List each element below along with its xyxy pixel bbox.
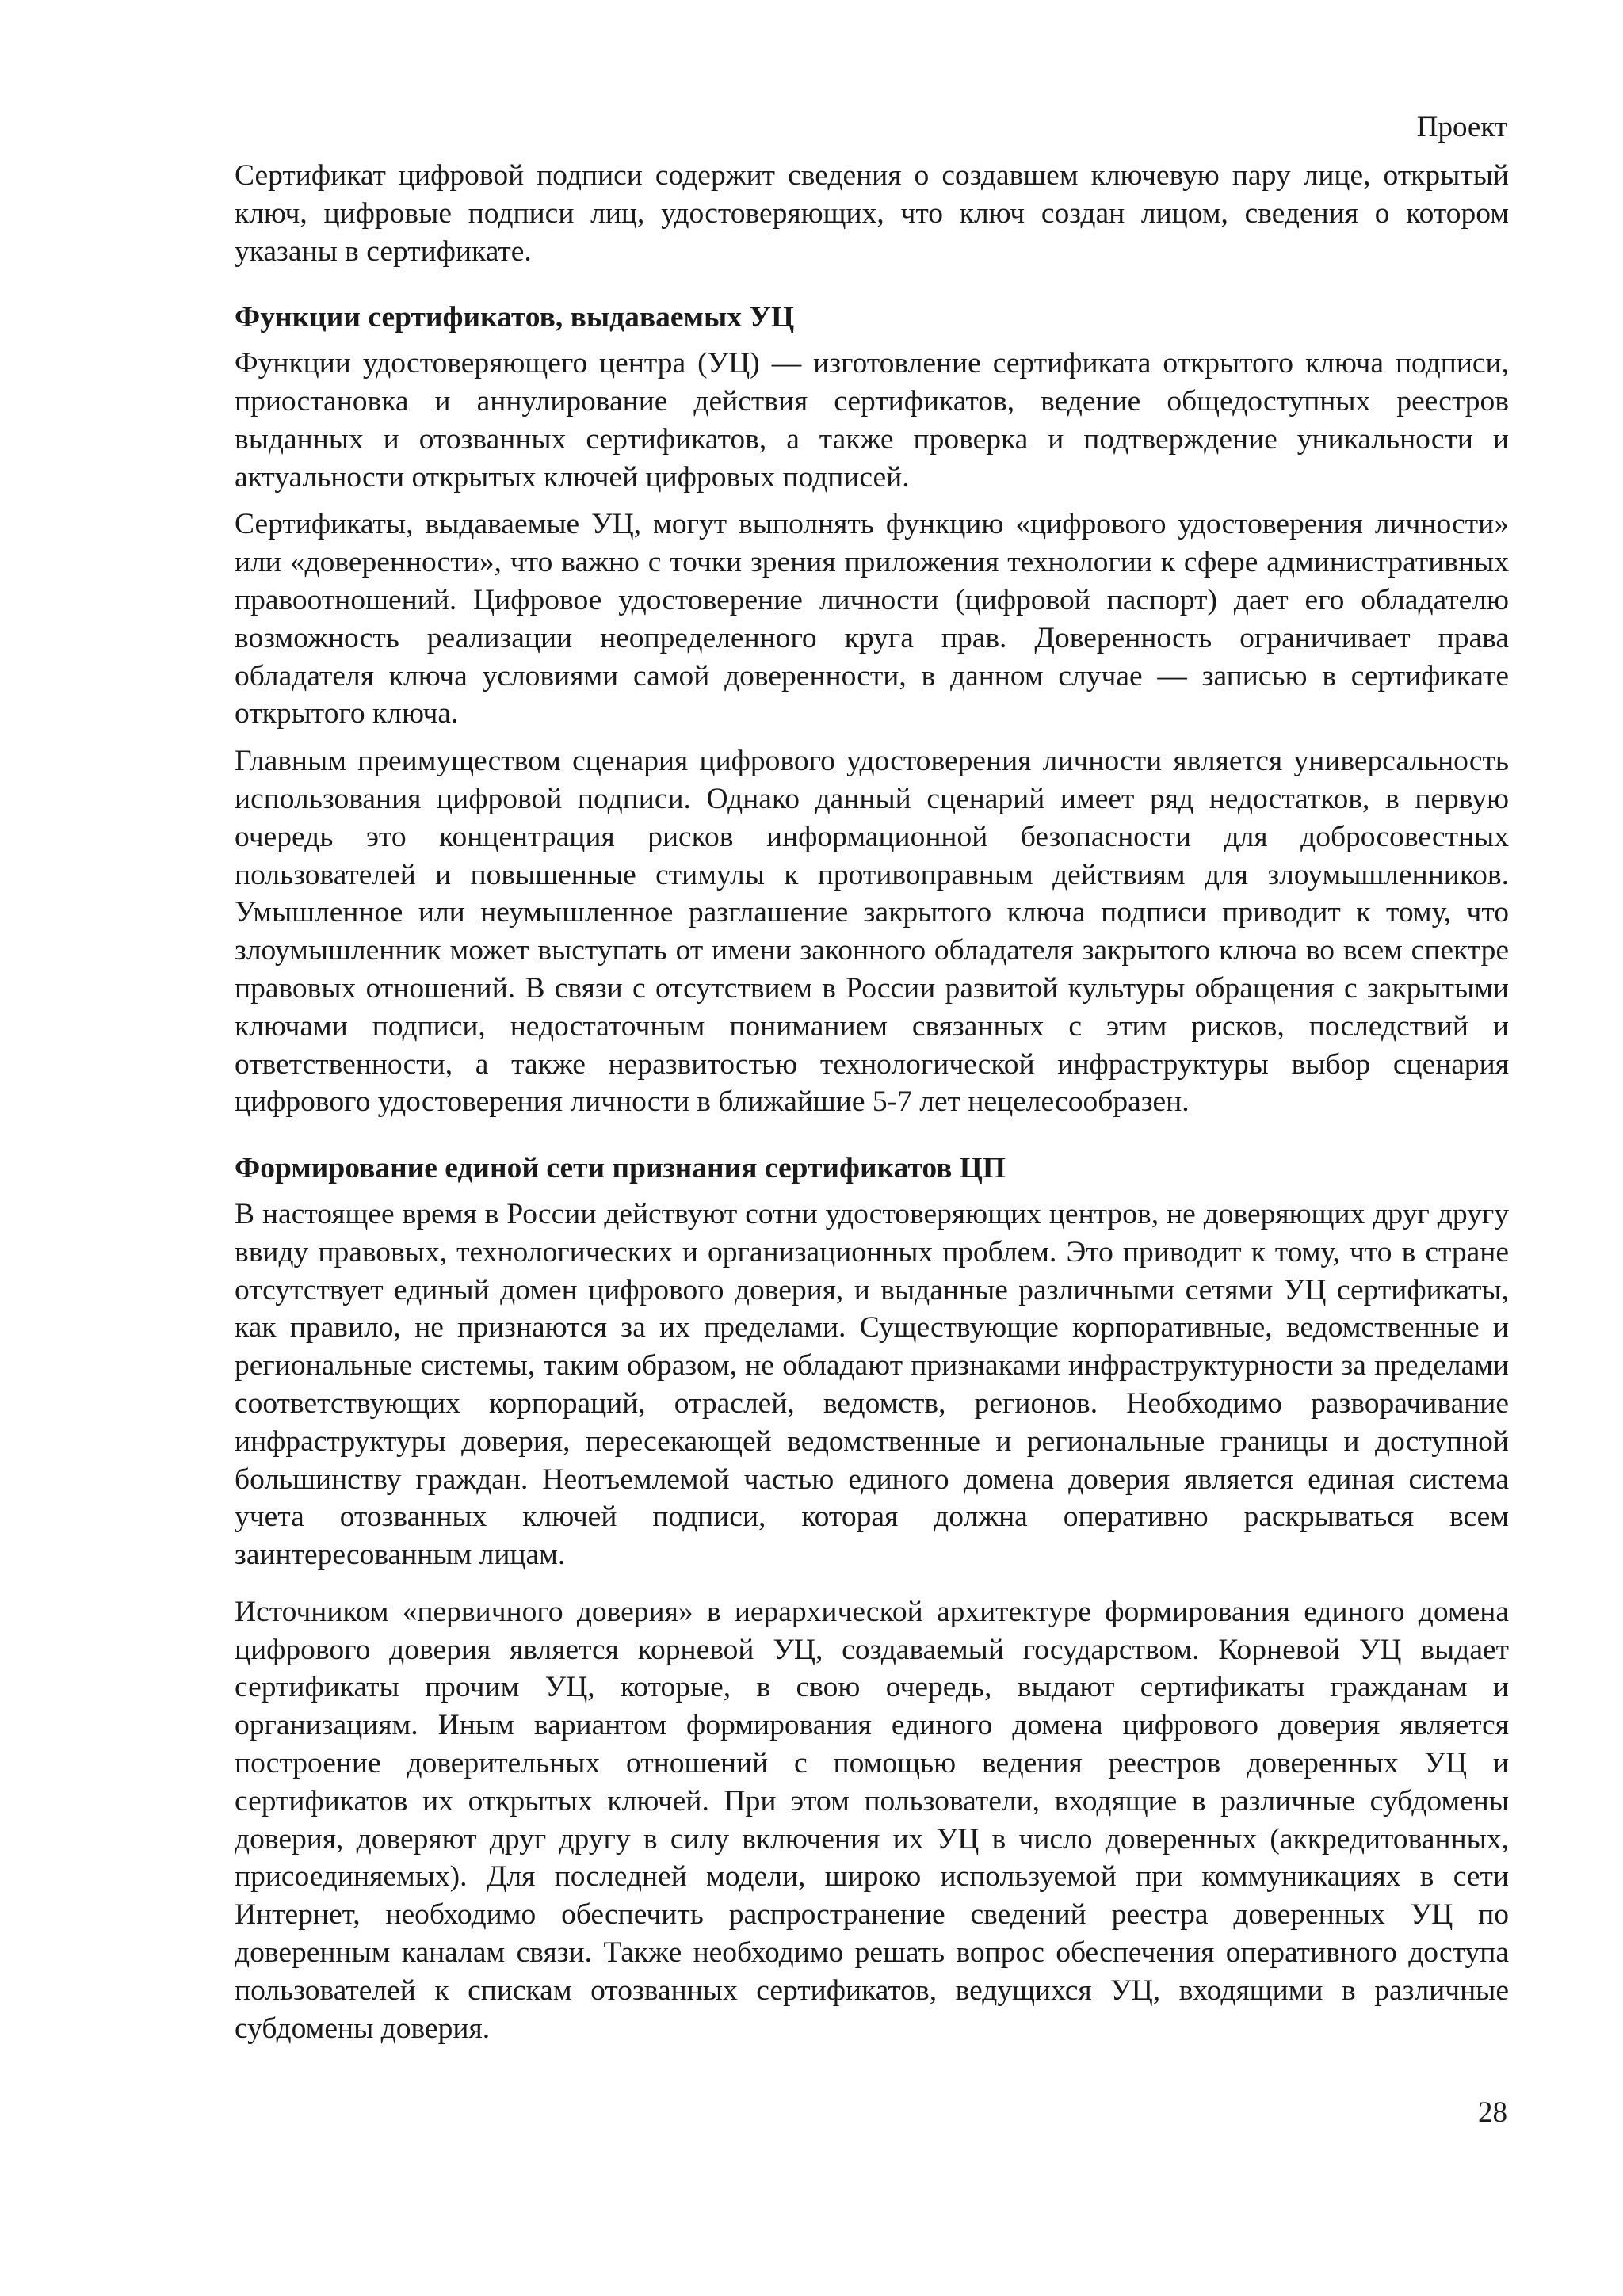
paragraph-ca-functions: Функции удостоверяющего центра (УЦ) — изготовление сертификата открытого ключа подписи, приостановка и аннулирование действия сертификатов, ведение общедоступных реестров выданных и отозванных сертификатов, а также проверка и подтверждение уникальности и актуальности открытых ключей цифровых подписей. — [235, 347, 1509, 494]
section-heading-certificate-functions: Функции сертификатов, выдаваемых УЦ — [235, 301, 795, 334]
paragraph-primary-trust: Источником «первичного доверия» в иерархической архитектуре формирования единого домена цифрового доверия является корневой УЦ, создаваемый государством. Корневой УЦ выдает сертификаты прочим УЦ, которые, в свою очередь, выдают сертификаты гражданам и организациям. Иным вариантом формирования единого домена цифрового доверия является построение доверительных отношений с помощью ведения реестров доверенных УЦ и сертификатов их открытых ключей. При этом пользователи, входящие в различные субдомены доверия, доверяют друг другу в силу включения их УЦ в число доверенных (аккредитованных, присоединяемых). Для последней модели, широко используемой при коммуникациях в сети Интернет, необходимо обеспечить распространение сведений реестра доверенных УЦ по доверенным каналам связи. Также необходимо решать вопрос обеспечения оперативного доступа пользователей к спискам отозванных сертификатов, ведущихся УЦ, входящими в различные субдомены доверия. — [235, 1595, 1509, 2045]
header-label: Проект — [1416, 111, 1507, 143]
paragraph-identity-scenario: Главным преимуществом сценария цифрового удостоверения личности является универсальность использования цифровой подписи. Однако данный сценарий имеет ряд недостатков, в первую очередь это концентрация рисков информационной безопасности для добросовестных пользователей и повышенные стимулы к противоправным действиям для злоумышленников. Умышленное или неумышленное разглашение закрытого ключа подписи приводит к тому, что злоумышленник может выступать от имени законного обладателя закрытого ключа во всем спектре правовых отношений. В связи с отсутствием в России развитой культуры обращения с закрытыми ключами подписи, недостаточным пониманием связанных с этим рисков, последствий и ответственности, а также неразвитостью технологической инфраструктуры выбор сценария цифрового удостоверения личности в ближайшие 5-7 лет нецелесообразен. — [235, 745, 1509, 1119]
page-number: 28 — [1478, 2096, 1507, 2129]
section-heading-trust-network: Формирование единой сети признания сертификатов ЦП — [235, 1152, 1006, 1185]
paragraph-current-state: В настоящее время в России действуют сотни удостоверяющих центров, не доверяющих друг другу ввиду правовых, технологических и организационных проблем. Это приводит к тому, что в стране отсутствует единый домен цифрового доверия, и выданные различными сетями УЦ сертификаты, как правило, не признаются за их пределами. Существующие корпоративные, ведомственные и региональные системы, таким образом, не обладают признаками инфраструктурности за пределами соответствующих корпораций, отраслей, ведомств, регионов. Необходимо разворачивание инфраструктуры доверия, пересекающей ведомственные и региональные границы и доступной большинству граждан. Неотъемлемой частью единого домена доверия является единая система учета отозванных ключей подписи, которая должна оперативно раскрываться всем заинтересованным лицам. — [235, 1197, 1509, 1572]
paragraph-certificate-roles: Сертификаты, выдаваемые УЦ, могут выполнять функцию «цифрового удостоверения личности» или «доверенности», что важно с точки зрения приложения технологии к сфере административных правоотношений. Цифровое удостоверение личности (цифровой паспорт) дает его обладателю возможность реализации неопределенного круга прав. Доверенность ограничивает права обладателя ключа условиями самой доверенности, в данном случае — записью в сертификате открытого ключа. — [235, 508, 1509, 730]
intro-paragraph: Сертификат цифровой подписи содержит сведения о создавшем ключевую пару лице, открытый ключ, цифровые подписи лиц, удостоверяющих, что ключ создан лицом, сведения о котором указаны в сертификате. — [235, 159, 1509, 268]
document-body — [235, 157, 1509, 2047]
